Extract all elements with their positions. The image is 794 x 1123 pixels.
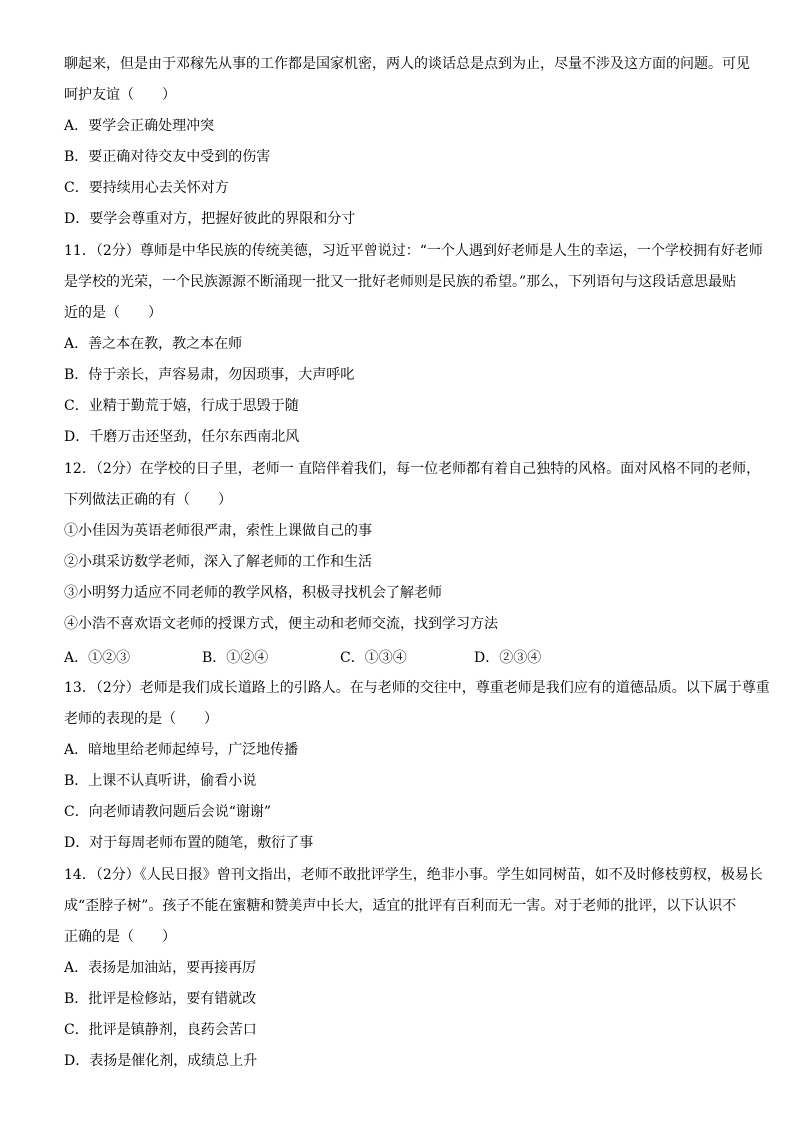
q14-option-b: B．批评是检修站，要有错就改 (64, 991, 257, 1007)
q10-option-a: A．要学会正确处理冲突 (64, 118, 215, 134)
q14-stem-line-3: 正确的是（ ） (64, 929, 176, 945)
q11-stem-line-2: 是学校的光荣，一个民族源源不断涌现一批又一批好老师则是民族的希望。”那么，下列语句与这段话意思最贴 (64, 274, 737, 290)
q12-option-d: D．②③④ (474, 650, 542, 666)
q12-option-c: C．①③④ (340, 650, 407, 666)
q10-option-c: C．要持续用心去关怀对方 (64, 180, 229, 196)
q10-stem-line-1: 聊起来，但是由于邓稼先从事的工作都是国家机密，两人的谈话总是点到为止，尽量不涉及这方面的问题。可见 (64, 56, 750, 72)
q14-option-d: D．表扬是催化剂，成绩总上升 (64, 1053, 258, 1069)
q13-stem-line-1: 13．（2分）老师是我们成长道路上的引路人。在与老师的交往中，尊重老师是我们应有的道德品质。以下属于尊重 (64, 680, 770, 696)
q12-statement-4: ④小浩不喜欢语文老师的授课方式，便主动和老师交流，找到学习方法 (64, 616, 498, 632)
q12-stem-line-1: 12．（2分）在学校的日子里，老师一 直陪伴着我们，每一位老师都有着自己独特的风格。面对风格不同的老师， (64, 461, 761, 477)
q14-stem-line-2: 成“歪脖子树”。孩子不能在蜜糖和赞美声中长大，适宜的批评有百利而无一害。对于老师的批评，以下认识不 (64, 898, 737, 914)
q14-option-a: A．表扬是加油站，要再接再厉 (64, 960, 257, 976)
q12-option-a: A．①②③ (64, 650, 131, 666)
q13-stem-line-2: 老师的表现的是（ ） (64, 711, 218, 727)
q11-option-a: A．善之本在教，教之本在师 (64, 336, 243, 352)
q11-option-c: C．业精于勤荒于嬉，行成于思毁于随 (64, 398, 299, 414)
q10-option-b: B．要正确对待交友中受到的伤害 (64, 149, 271, 165)
q12-option-b: B．①②④ (202, 650, 269, 666)
q14-option-c: C．批评是镇静剂，良药会苦口 (64, 1022, 257, 1038)
q13-option-a: A．暗地里给老师起绰号，广泛地传播 (64, 742, 299, 758)
q12-statement-2: ②小琪采访数学老师，深入了解老师的工作和生活 (64, 554, 372, 570)
q12-stem-line-2: 下列做法正确的有（ ） (64, 492, 232, 508)
q12-options-row (64, 648, 704, 668)
q11-stem-line-1: 11．（2分）尊师是中华民族的传统美德，习近平曾说过：“一个人遇到好老师是人生的幸运，一个学校拥有好老师 (64, 243, 763, 259)
q13-option-d: D．对于每周老师布置的随笔，敷衍了事 (64, 835, 314, 851)
q13-option-b: B．上课不认真听讲，偷看小说 (64, 773, 257, 789)
q12-statement-3: ③小明努力适应不同老师的教学风格，积极寻找机会了解老师 (64, 585, 442, 601)
q11-option-d: D．千磨万击还坚劲，任尔东西南北风 (64, 429, 300, 445)
q10-stem-line-2: 呵护友谊（ ） (64, 87, 176, 103)
q11-stem-line-3: 近的是（ ） (64, 305, 162, 321)
q13-option-c: C．向老师请教问题后会说“谢谢” (64, 804, 272, 820)
q14-stem-line-1: 14．（2分）《人民日报》曾刊文指出，老师不敢批评学生，绝非小事。学生如同树苗，如不及时修枝剪杈，极易长 (64, 867, 763, 883)
q11-option-b: B．侍于亲长，声容易肃，勿因琐事，大声呼叱 (64, 367, 355, 383)
q12-statement-1: ①小佳因为英语老师很严肃，索性上课做自己的事 (64, 523, 372, 539)
q10-option-d: D．要学会尊重对方，把握好彼此的界限和分寸 (64, 211, 356, 227)
